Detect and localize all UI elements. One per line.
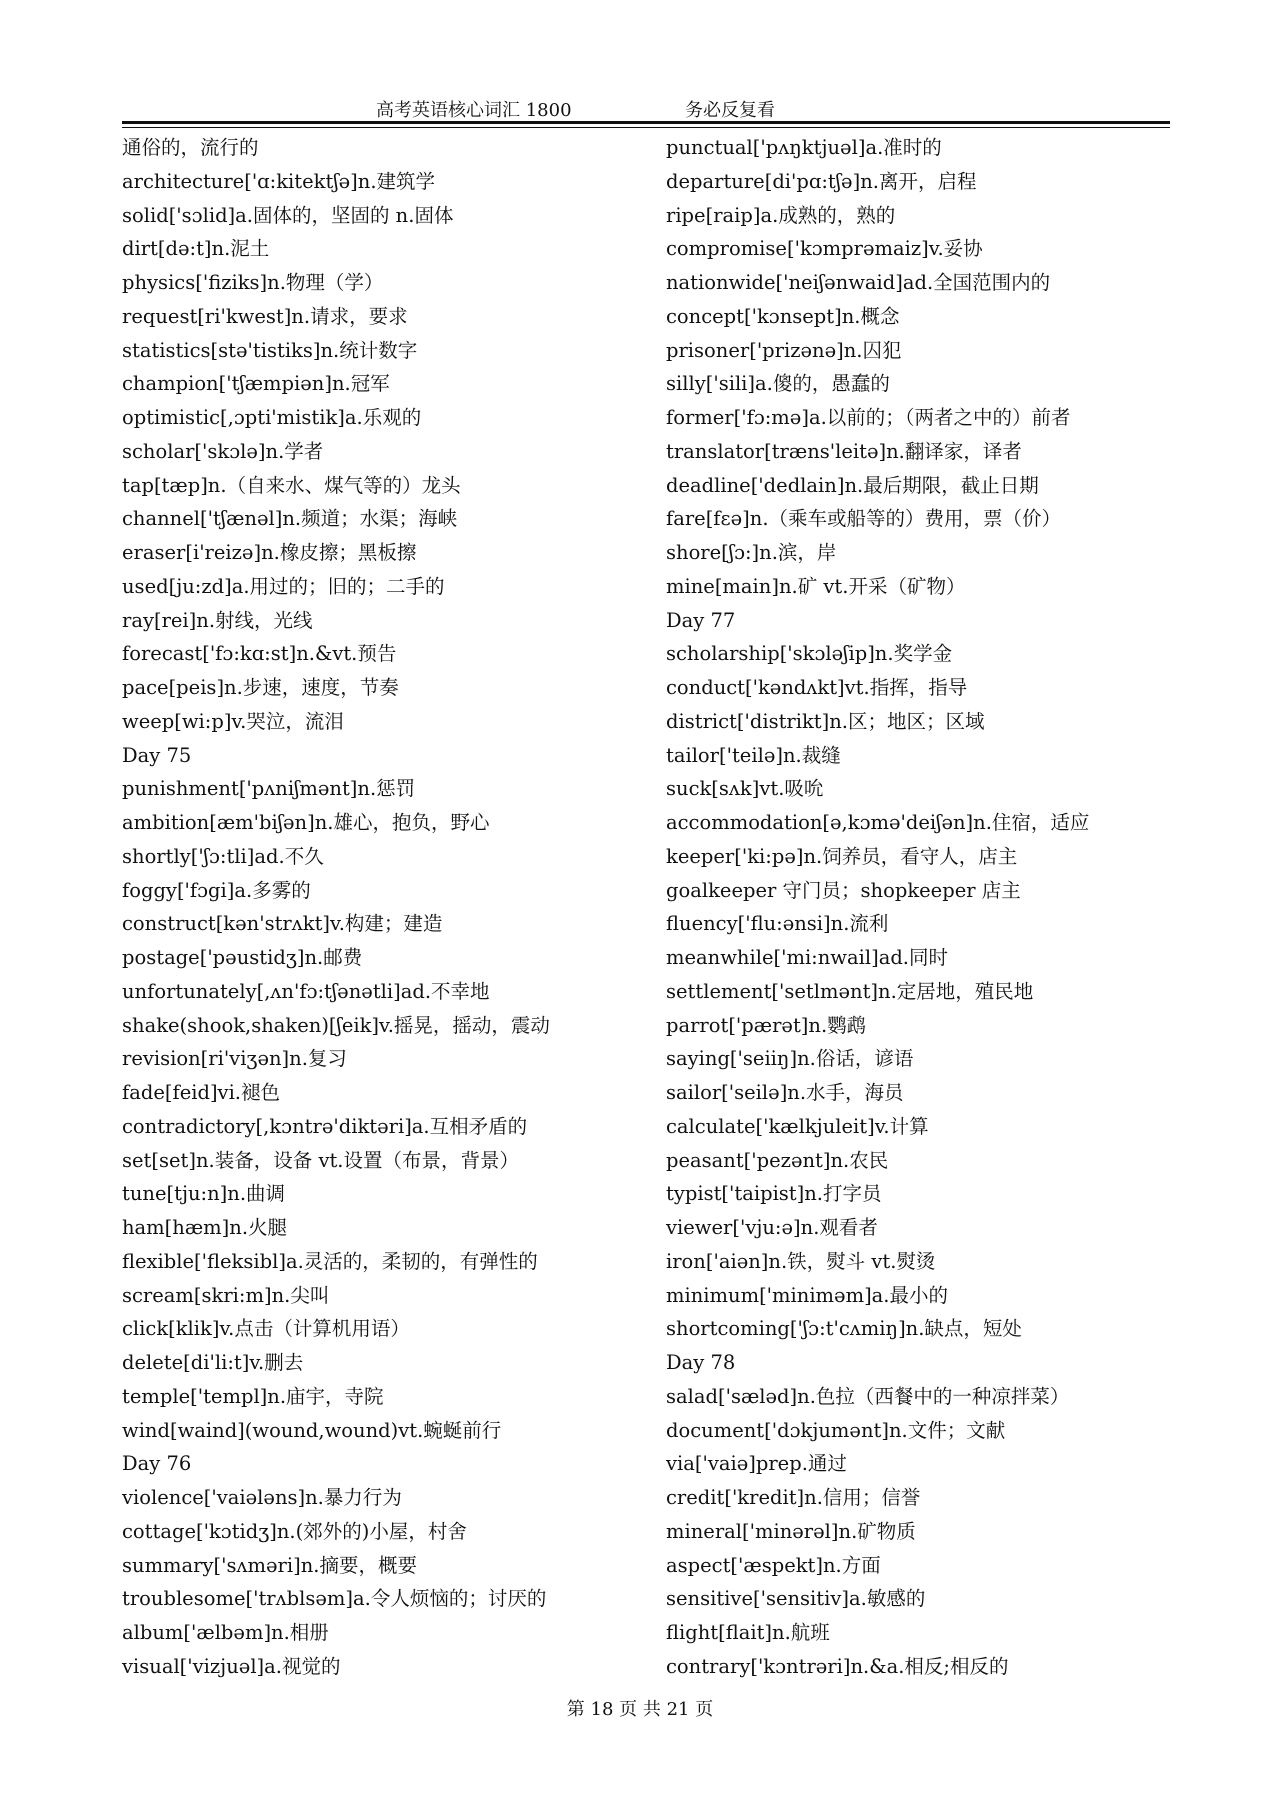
vocab-entry: cottage['kɔtidʒ]n.(郊外的)小屋，村舍 <box>122 1519 467 1543</box>
vocab-entry: unfortunately[,ʌn'fɔ:tʃənətli]ad.不幸地 <box>122 979 490 1003</box>
vocab-entry: scholarship['skɔləʃip]n.奖学金 <box>666 642 953 666</box>
vocab-entry: aspect['æspekt]n.方面 <box>666 1553 881 1577</box>
vocab-entry: click[klik]v.点击（计算机用语） <box>122 1317 410 1341</box>
vocab-entry: silly['sili]a.傻的，愚蠢的 <box>666 372 890 396</box>
vocab-entry: compromise['kɔmprəmaiz]v.妥协 <box>666 237 983 261</box>
vocab-entry: mineral['minərəl]n.矿物质 <box>666 1519 916 1543</box>
vocab-entry: shore[ʃɔ:]n.滨，岸 <box>666 541 837 564</box>
vocab-entry: construct[kən'strʌkt]v.构建；建造 <box>122 912 443 936</box>
vocab-entry: deadline['dedlain]n.最后期限，截止日期 <box>666 473 1039 497</box>
vocab-entry: ham[hæm]n.火腿 <box>122 1216 288 1239</box>
vocab-entry: salad['sæləd]n.色拉（西餐中的一种凉拌菜） <box>666 1384 1070 1408</box>
day-heading: Day 75 <box>122 743 192 767</box>
vocab-entry: champion['tʃæmpiən]n.冠军 <box>122 372 390 396</box>
vocab-entry: credit['kredit]n.信用；信誉 <box>666 1486 921 1509</box>
page-header <box>122 96 1172 122</box>
vocab-entry: shake(shook,shaken)[ʃeik]v.摇晃，摇动，震动 <box>122 1013 550 1037</box>
header-rule-thick <box>122 121 1170 124</box>
vocab-entry: district['distrikt]n.区；地区；区域 <box>666 709 985 733</box>
vocab-entry: tailor['teilə]n.裁缝 <box>666 743 841 767</box>
vocab-entry: set[set]n.装备，设备 vt.设置（布景，背景） <box>122 1148 519 1172</box>
vocab-entry: meanwhile['mi:nwail]ad.同时 <box>666 946 949 969</box>
vocab-entry: shortly['ʃɔ:tli]ad.不久 <box>122 844 324 868</box>
day-heading: Day 77 <box>666 608 736 632</box>
vocab-entry: iron['aiən]n.铁，熨斗 vt.熨烫 <box>666 1249 936 1273</box>
vocab-entry: temple['templ]n.庙宇，寺院 <box>122 1384 384 1408</box>
vocab-entry: delete[di'li:t]v.删去 <box>122 1351 304 1374</box>
vocab-entry: weep[wi:p]v.哭泣，流泪 <box>122 709 344 733</box>
vocab-entry: foggy['fɔgi]a.多雾的 <box>122 878 311 902</box>
vocab-entry: wind[waind](wound,wound)vt.蜿蜒前行 <box>122 1418 502 1442</box>
vocab-entry: contradictory[,kɔntrə'diktəri]a.互相矛盾的 <box>122 1114 528 1138</box>
vocab-entry: tune[tju:n]n.曲调 <box>122 1182 286 1206</box>
vocab-entry: keeper['ki:pə]n.饲养员，看守人，店主 <box>666 844 1018 868</box>
vocab-entry: saying['seiiŋ]n.俗话，谚语 <box>666 1047 914 1071</box>
vocab-entry: contrary['kɔntrəri]n.&a.相反;相反的 <box>666 1654 1009 1678</box>
vocab-entry: accommodation[ə,kɔmə'deiʃən]n.住宿，适应 <box>666 811 1090 834</box>
vocab-entry: tap[tæp]n.（自来水、煤气等的）龙头 <box>122 473 461 497</box>
vocab-entry: visual['vizjuəl]a.视觉的 <box>122 1654 341 1678</box>
vocab-entry: troublesome['trʌblsəm]a.令人烦恼的；讨厌的 <box>122 1587 547 1611</box>
vocab-entry: architecture['ɑ:kitektʃə]n.建筑学 <box>122 169 436 193</box>
vocab-entry: pace[peis]n.步速，速度，节奏 <box>122 676 399 699</box>
vocab-entry: ray[rei]n.射线，光线 <box>122 608 313 632</box>
vocab-entry: typist['taipist]n.打字员 <box>666 1182 882 1206</box>
vocab-entry: postage['pəustidʒ]n.邮费 <box>122 946 363 969</box>
vocab-entry: physics['fiziks]n.物理（学） <box>122 271 384 294</box>
vocab-entry: concept['kɔnsept]n.概念 <box>666 304 900 328</box>
vocab-entry: punctual['pʌŋktjuəl]a.准时的 <box>666 136 942 159</box>
vocab-entry: document['dɔkjumənt]n.文件；文献 <box>666 1418 1006 1442</box>
vocab-entry: viewer['vju:ə]n.观看者 <box>666 1216 878 1239</box>
vocab-entry: fare[fɛə]n.（乘车或船等的）费用，票（价） <box>666 507 1062 531</box>
vocab-entry: via['vaiə]prep.通过 <box>666 1452 847 1476</box>
vocab-entry: peasant['pezənt]n.农民 <box>666 1148 889 1172</box>
page-footer: 第 18 页 共 21 页 <box>566 1699 714 1720</box>
vocab-entry: album['ælbəm]n.相册 <box>122 1621 329 1644</box>
vocab-entry: shortcoming['ʃɔ:t'cʌmiŋ]n.缺点，短处 <box>666 1317 1022 1341</box>
vocab-entry: former['fɔ:mə]a.以前的；（两者之中的）前者 <box>666 406 1071 429</box>
header-title: 高考英语核心词汇 1800 <box>376 100 572 121</box>
vocab-entry: eraser[i'reizə]n.橡皮擦；黑板擦 <box>122 541 417 564</box>
vocab-entry: scholar['skɔlə]n.学者 <box>122 439 324 463</box>
vocab-entry: goalkeeper 守门员；shopkeeper 店主 <box>666 878 1021 902</box>
vocab-entry: suck[sʌk]vt.吸吮 <box>666 777 824 801</box>
vocab-entry: departure[di'pɑ:tʃə]n.离开，启程 <box>666 169 977 193</box>
vocab-entry: channel['tʃænəl]n.频道；水渠；海峡 <box>122 507 458 531</box>
vocab-entry: punishment['pʌniʃmənt]n.惩罚 <box>122 777 416 801</box>
vocab-entry: mine[main]n.矿 vt.开采（矿物） <box>666 574 966 598</box>
vocab-entry: sensitive['sensitiv]a.敏感的 <box>666 1587 926 1611</box>
day-heading: Day 76 <box>122 1452 192 1476</box>
day-heading: Day 78 <box>666 1351 736 1374</box>
vocab-entry: conduct['kəndʌkt]vt.指挥，指导 <box>666 676 968 699</box>
vocab-entry: violence['vaiələns]n.暴力行为 <box>122 1486 402 1509</box>
header-rule-thin <box>122 127 1170 128</box>
vocab-entry: optimistic[,ɔpti'mistik]a.乐观的 <box>122 406 422 429</box>
vocab-entry: sailor['seilə]n.水手，海员 <box>666 1081 904 1104</box>
vocab-entry: flexible['fleksibl]a.灵活的，柔韧的，有弹性的 <box>122 1249 538 1273</box>
vocab-entry: settlement['setlmənt]n.定居地，殖民地 <box>666 979 1034 1003</box>
vocab-entry: calculate['kælkjuleit]v.计算 <box>666 1114 929 1138</box>
vocab-entry: 通俗的，流行的 <box>122 136 259 159</box>
vocab-entry: minimum['miniməm]a.最小的 <box>666 1283 949 1307</box>
vocab-entry: solid['sɔlid]a.固体的，坚固的 n.固体 <box>122 203 454 227</box>
vocab-entry: summary['sʌməri]n.摘要，概要 <box>122 1553 417 1577</box>
vocab-entry: flight[flait]n.航班 <box>666 1621 830 1644</box>
vocab-entry: prisoner['prizənə]n.囚犯 <box>666 338 902 362</box>
header-subtitle: 务必反复看 <box>685 100 775 121</box>
vocab-entry: parrot['pærət]n.鹦鹉 <box>666 1013 867 1037</box>
vocab-entry: nationwide['neiʃənwaid]ad.全国范围内的 <box>666 271 1051 294</box>
vocab-entry: request[ri'kwest]n.请求，要求 <box>122 304 408 328</box>
vocab-entry: dirt[də:t]n.泥土 <box>122 237 270 261</box>
vocab-entry: fade[feid]vi.褪色 <box>122 1081 281 1104</box>
vocab-entry: statistics[stə'tistiks]n.统计数字 <box>122 338 418 362</box>
vocab-entry: fluency['flu:ənsi]n.流利 <box>666 912 889 936</box>
left-column <box>122 131 652 1684</box>
vocab-entry: used[ju:zd]a.用过的；旧的；二手的 <box>122 574 445 598</box>
vocab-entry: revision[ri'viʒən]n.复习 <box>122 1047 347 1071</box>
right-column <box>666 131 1186 1684</box>
vocab-entry: translator[træns'leitə]n.翻译家，译者 <box>666 439 1022 463</box>
vocab-entry: scream[skri:m]n.尖叫 <box>122 1283 330 1307</box>
vocab-entry: ambition[æm'biʃən]n.雄心，抱负，野心 <box>122 811 490 834</box>
vocab-entry: forecast['fɔ:kɑ:st]n.&vt.预告 <box>122 642 397 666</box>
vocab-entry: ripe[raip]a.成熟的，熟的 <box>666 203 896 227</box>
